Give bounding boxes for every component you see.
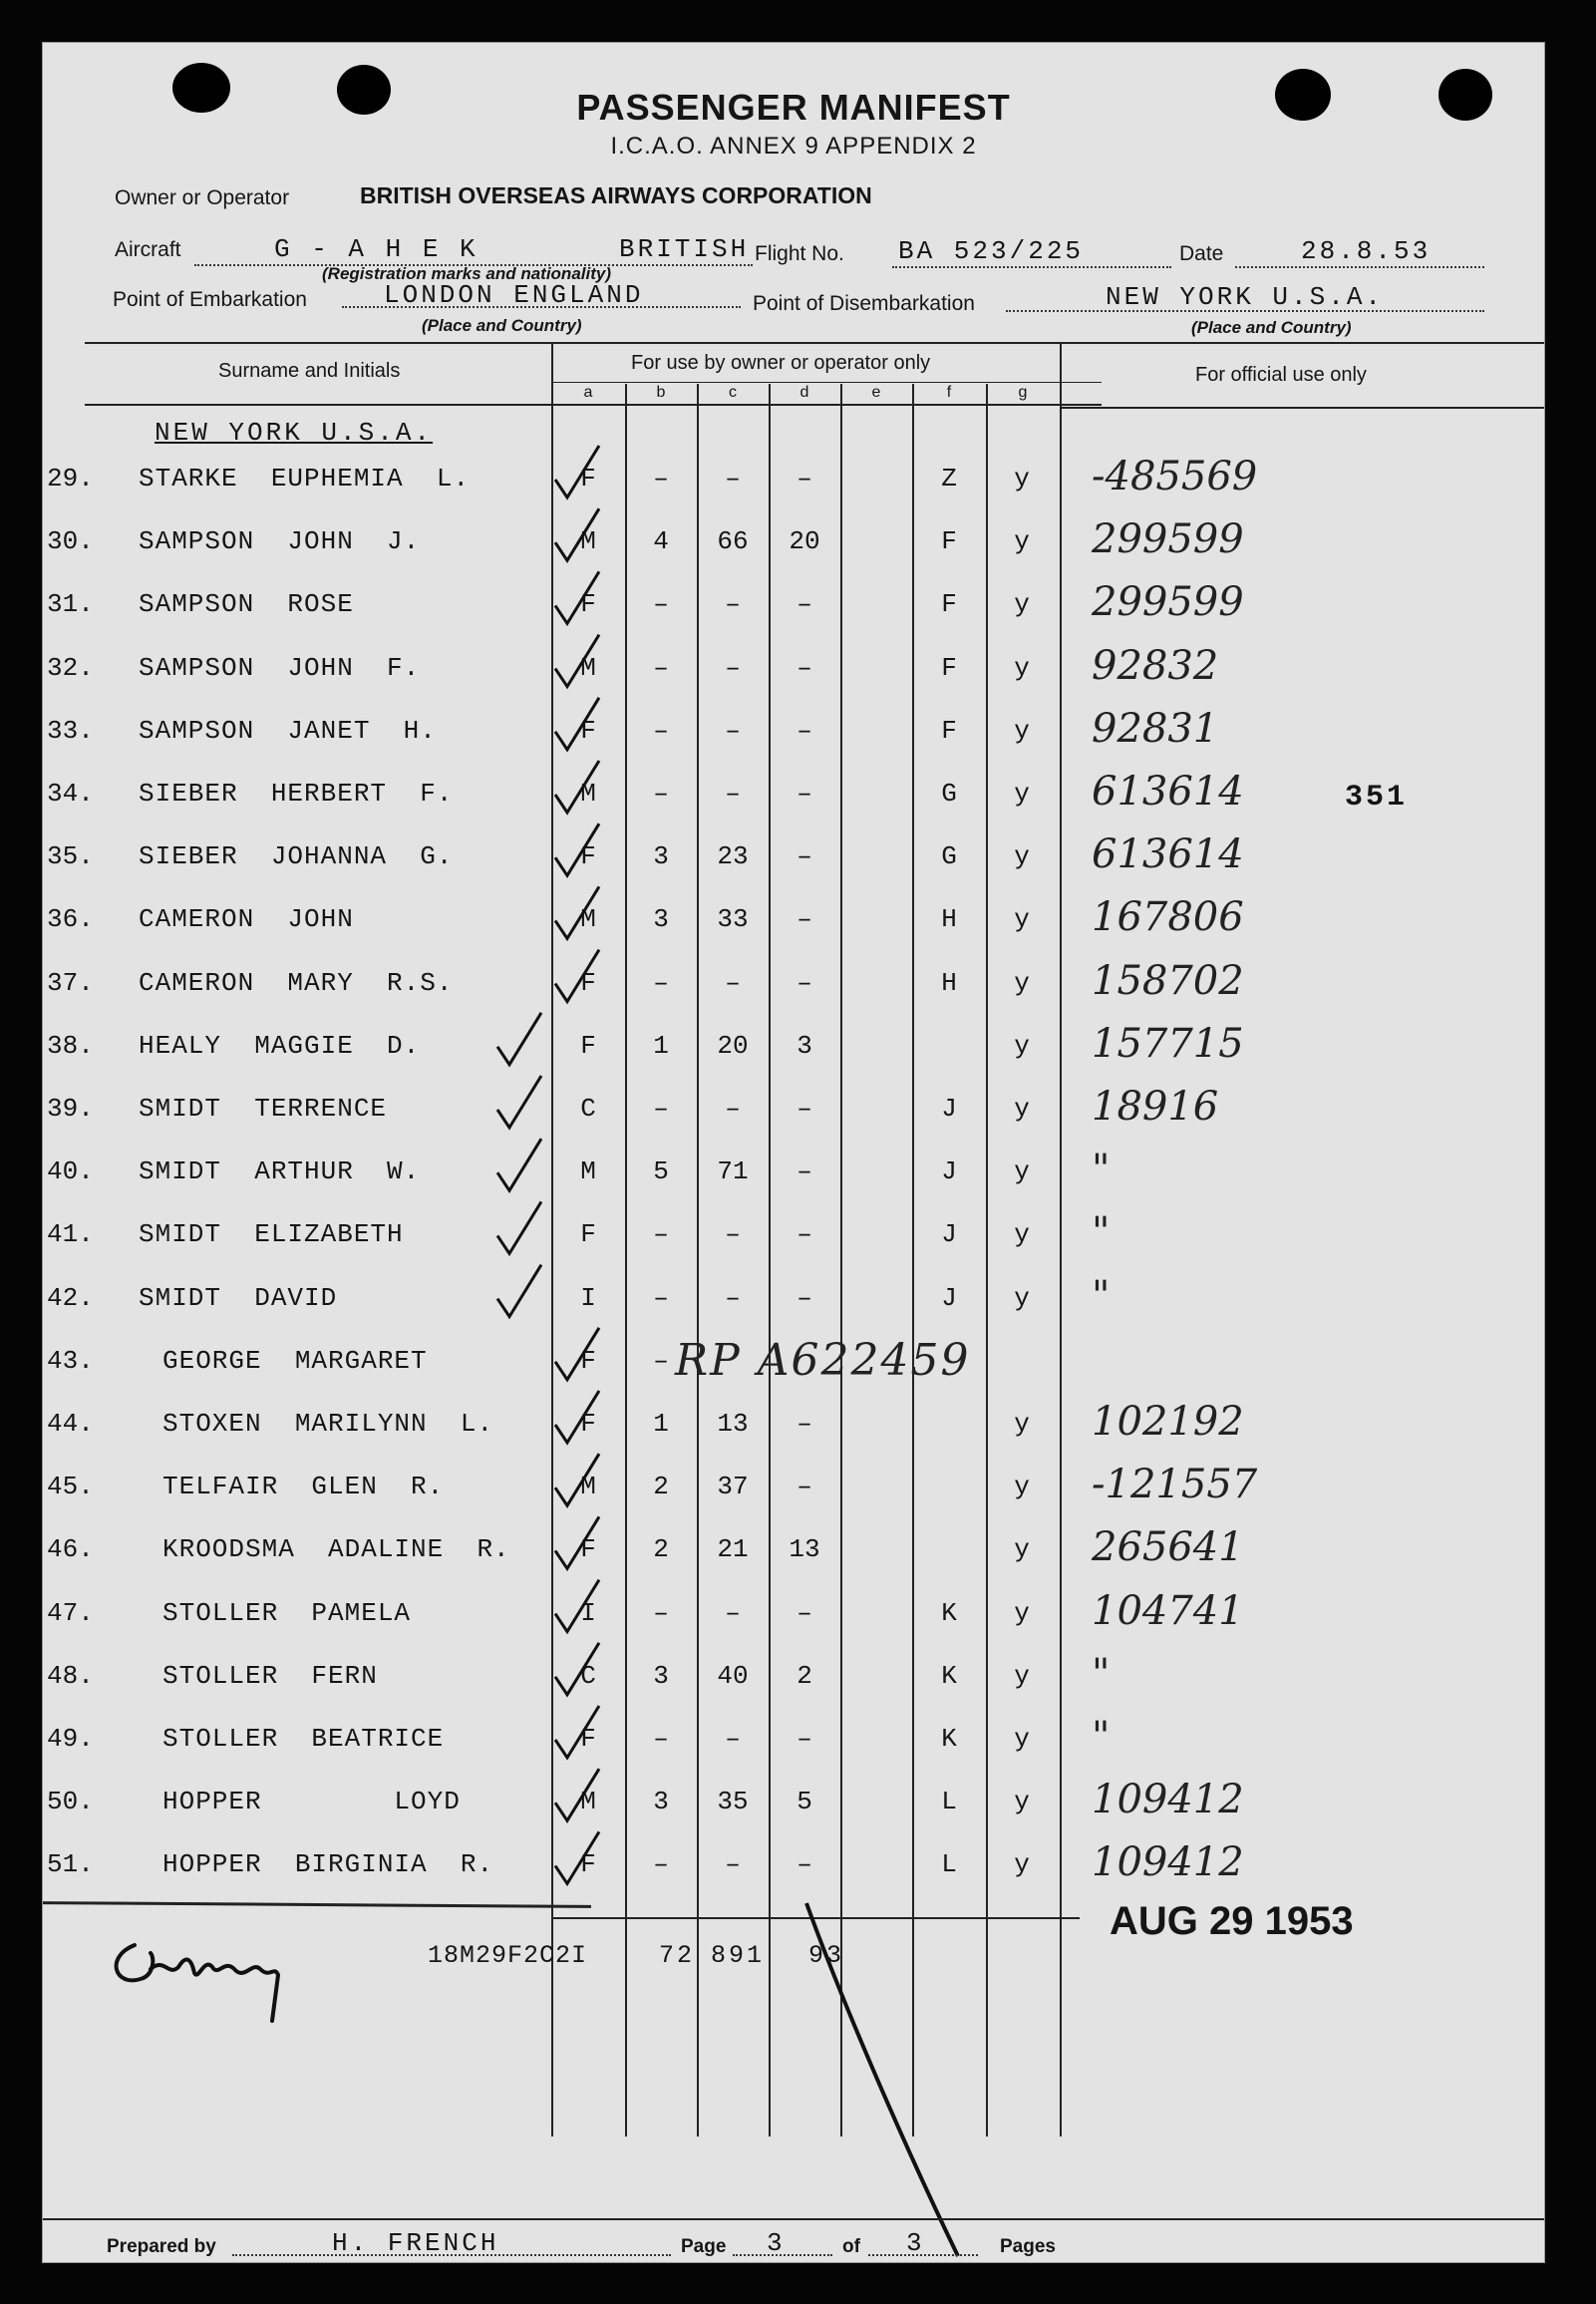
official-number: 167806 xyxy=(1092,894,1244,941)
flight-no-label: Flight No. xyxy=(755,242,844,265)
official-number: 265641 xyxy=(1092,1524,1244,1571)
pages-label: Pages xyxy=(1000,2236,1056,2257)
cell-d: – xyxy=(797,589,812,620)
cell-g: y xyxy=(1014,1849,1030,1880)
cell-b: – xyxy=(653,1597,669,1628)
cell-c: 37 xyxy=(717,1472,749,1502)
date-value: 28.8.53 xyxy=(1301,236,1432,266)
passenger-name: SMIDT DAVID xyxy=(139,1282,338,1313)
passenger-name: STARKE EUPHEMIA L. xyxy=(139,464,471,494)
official-number: 613614 xyxy=(1092,831,1244,878)
cell-d: 20 xyxy=(789,526,820,557)
surname-header: Surname and Initials xyxy=(218,360,401,382)
margin-number: 351 xyxy=(1345,781,1409,815)
cell-c: 33 xyxy=(717,904,749,935)
total-d: 93 xyxy=(808,1941,845,1970)
row-number: 41. xyxy=(47,1219,94,1250)
row-number: 46. xyxy=(47,1534,94,1565)
cell-b: – xyxy=(653,1724,669,1754)
handwritten-passport-43: RP A622459 xyxy=(675,1335,971,1386)
owner-value: BRITISH OVERSEAS AIRWAYS CORPORATION xyxy=(360,182,872,208)
registration-note: (Registration marks and nationality) xyxy=(322,264,611,283)
cell-a: M xyxy=(580,904,596,935)
cell-c: – xyxy=(725,715,741,746)
cell-d: – xyxy=(797,1597,812,1628)
official-number: 18916 xyxy=(1092,1084,1219,1130)
cell-c: – xyxy=(725,464,741,494)
official-number: 613614 xyxy=(1092,769,1244,815)
cell-f: K xyxy=(941,1724,957,1754)
cell-c: 66 xyxy=(717,526,749,557)
aircraft-label: Aircraft xyxy=(115,238,181,261)
cell-c: – xyxy=(725,1724,741,1754)
cell-f: J xyxy=(941,1282,957,1313)
row-number: 48. xyxy=(47,1660,94,1691)
cell-a: F xyxy=(580,1534,596,1565)
official-number: 157715 xyxy=(1092,1020,1244,1067)
official-number: 299599 xyxy=(1092,579,1244,626)
cell-c: 40 xyxy=(717,1660,749,1691)
cell-d: – xyxy=(797,967,812,998)
cell-a: I xyxy=(580,1597,596,1628)
cell-b: – xyxy=(653,1094,669,1124)
cell-g: y xyxy=(1014,1534,1030,1565)
check-mark xyxy=(497,1265,541,1317)
passenger-name: CAMERON JOHN xyxy=(139,904,354,935)
cell-b: 5 xyxy=(653,1156,669,1187)
row-number: 30. xyxy=(47,526,94,557)
cell-g: y xyxy=(1014,1724,1030,1754)
prepared-by-label: Prepared by xyxy=(107,2236,216,2257)
cell-d: – xyxy=(797,1094,812,1124)
official-number: 92831 xyxy=(1092,705,1219,752)
cell-g: y xyxy=(1014,967,1030,998)
check-mark xyxy=(497,1139,541,1190)
cell-d: – xyxy=(797,841,812,872)
cell-c: – xyxy=(725,1219,741,1250)
official-number: -485569 xyxy=(1092,454,1258,499)
cell-g: y xyxy=(1014,1472,1030,1502)
cell-f: F xyxy=(941,715,957,746)
disembarkation-value: NEW YORK U.S.A. xyxy=(1106,282,1385,312)
cell-c: – xyxy=(725,1094,741,1124)
row-number: 33. xyxy=(47,715,94,746)
cell-c: – xyxy=(725,1597,741,1628)
cell-b: – xyxy=(653,1282,669,1313)
cell-a: F xyxy=(580,967,596,998)
cell-g: y xyxy=(1014,1219,1030,1250)
passenger-name: SIEBER HERBERT F. xyxy=(139,779,454,809)
check-mark xyxy=(497,1076,541,1128)
cell-a: F xyxy=(580,1345,596,1376)
cell-f: J xyxy=(941,1219,957,1250)
cell-g: y xyxy=(1014,1282,1030,1313)
row-number: 49. xyxy=(47,1724,94,1754)
official-number: 158702 xyxy=(1092,957,1244,1004)
cell-c: 21 xyxy=(717,1534,749,1565)
cell-d: – xyxy=(797,904,812,935)
official-number: 109412 xyxy=(1092,1839,1244,1886)
cell-g: y xyxy=(1014,526,1030,557)
row-number: 37. xyxy=(47,967,94,998)
aircraft-nationality: BRITISH xyxy=(619,234,750,264)
total-b: 72 xyxy=(659,1941,696,1970)
page-title: PASSENGER MANIFEST xyxy=(576,87,1011,128)
cell-g: y xyxy=(1014,1409,1030,1439)
passenger-name: STOLLER PAMELA xyxy=(162,1597,412,1628)
cell-f: L xyxy=(941,1787,957,1817)
row-number: 39. xyxy=(47,1094,94,1124)
aircraft-registration: G - A H E K xyxy=(274,234,479,264)
passenger-name: TELFAIR GLEN R. xyxy=(162,1472,445,1502)
official-number: 92832 xyxy=(1092,642,1219,689)
column-letter-a: a xyxy=(583,384,593,401)
cell-b: – xyxy=(653,1219,669,1250)
signature xyxy=(95,1917,334,2027)
cell-g: y xyxy=(1014,589,1030,620)
passenger-name: HOPPER BIRGINIA R. xyxy=(162,1849,494,1880)
cell-a: M xyxy=(580,652,596,683)
row-number: 51. xyxy=(47,1849,94,1880)
embarkation-value: LONDON ENGLAND xyxy=(384,280,644,310)
column-letter-e: e xyxy=(871,384,881,401)
cell-g: y xyxy=(1014,841,1030,872)
cell-f: H xyxy=(941,967,957,998)
cell-c: – xyxy=(725,589,741,620)
place-country-note: (Place and Country) xyxy=(422,316,582,335)
passenger-name: HOPPER LOYD xyxy=(162,1787,461,1817)
cell-g: y xyxy=(1014,652,1030,683)
section-destination: NEW YORK U.S.A. xyxy=(155,418,434,448)
passenger-name: SMIDT TERRENCE xyxy=(139,1094,388,1124)
total-c: 891 xyxy=(711,1941,766,1970)
date-stamp: AUG 29 1953 xyxy=(1110,1899,1354,1943)
official-number: " xyxy=(1092,1147,1111,1193)
cell-d: 3 xyxy=(797,1030,812,1061)
cell-b: 1 xyxy=(653,1409,669,1439)
cell-a: M xyxy=(580,779,596,809)
official-use-header: For official use only xyxy=(1195,364,1367,386)
disembarkation-label: Point of Disembarkation xyxy=(753,292,975,315)
cell-d: 2 xyxy=(797,1660,812,1691)
cell-f: F xyxy=(941,589,957,620)
cell-a: F xyxy=(580,464,596,494)
official-number: 104741 xyxy=(1092,1587,1244,1634)
cell-a: F xyxy=(580,1219,596,1250)
row-number: 29. xyxy=(47,464,94,494)
cell-c: 13 xyxy=(717,1409,749,1439)
cell-f: J xyxy=(941,1156,957,1187)
cell-c: 23 xyxy=(717,841,749,872)
cell-b: 4 xyxy=(653,526,669,557)
cell-f: J xyxy=(941,1094,957,1124)
embarkation-label: Point of Embarkation xyxy=(113,288,307,311)
official-number: -121557 xyxy=(1092,1462,1258,1508)
owner-label: Owner or Operator xyxy=(115,186,290,209)
passenger-name: SIEBER JOHANNA G. xyxy=(139,841,454,872)
cell-f: K xyxy=(941,1660,957,1691)
official-number: " xyxy=(1092,1714,1111,1760)
cell-b: 2 xyxy=(653,1472,669,1502)
column-letter-d: d xyxy=(799,384,809,401)
cell-b: 3 xyxy=(653,904,669,935)
passenger-name: SAMPSON JANET H. xyxy=(139,715,437,746)
row-number: 42. xyxy=(47,1282,94,1313)
cell-g: y xyxy=(1014,1030,1030,1061)
cell-b: 3 xyxy=(653,1787,669,1817)
cell-a: F xyxy=(580,841,596,872)
cell-a: M xyxy=(580,526,596,557)
cell-f: F xyxy=(941,652,957,683)
official-number: " xyxy=(1092,1650,1111,1697)
cell-b: – xyxy=(653,652,669,683)
passenger-name: HEALY MAGGIE D. xyxy=(139,1030,421,1061)
row-number: 45. xyxy=(47,1472,94,1502)
column-letter-c: c xyxy=(729,384,737,401)
cell-c: 20 xyxy=(717,1030,749,1061)
cell-f: Z xyxy=(941,464,957,494)
cell-a: C xyxy=(580,1094,596,1124)
row-number: 38. xyxy=(47,1030,94,1061)
passenger-name: GEORGE MARGARET xyxy=(162,1345,428,1376)
cell-d: – xyxy=(797,652,812,683)
cell-b: 3 xyxy=(653,841,669,872)
passenger-name: STOXEN MARILYNN L. xyxy=(162,1409,494,1439)
check-mark xyxy=(497,1013,541,1065)
of-label: of xyxy=(842,2236,860,2257)
column-letter-b: b xyxy=(656,384,666,401)
page-label: Page xyxy=(681,2236,727,2257)
cell-b: 3 xyxy=(653,1660,669,1691)
owner-use-header: For use by owner or operator only xyxy=(631,352,931,374)
cell-g: y xyxy=(1014,1660,1030,1691)
cell-d: – xyxy=(797,1282,812,1313)
cell-d: – xyxy=(797,1849,812,1880)
row-number: 44. xyxy=(47,1409,94,1439)
official-number: 109412 xyxy=(1092,1777,1244,1823)
cell-d: – xyxy=(797,1409,812,1439)
cell-b: – xyxy=(653,967,669,998)
page-number: 3 xyxy=(767,2228,786,2258)
page-subtitle: I.C.A.O. ANNEX 9 APPENDIX 2 xyxy=(610,133,977,160)
cell-a: M xyxy=(580,1472,596,1502)
cell-c: – xyxy=(725,652,741,683)
cell-g: y xyxy=(1014,715,1030,746)
cell-g: y xyxy=(1014,1597,1030,1628)
column-letter-f: f xyxy=(946,384,952,401)
cell-a: F xyxy=(580,1409,596,1439)
total-pages: 3 xyxy=(906,2228,925,2258)
totals-code: 18M29F2C2I xyxy=(428,1941,588,1970)
cell-d: – xyxy=(797,1156,812,1187)
cell-c: 71 xyxy=(717,1156,749,1187)
passenger-name: SAMPSON JOHN F. xyxy=(139,652,421,683)
cell-a: M xyxy=(580,1156,596,1187)
row-number: 34. xyxy=(47,779,94,809)
cell-b: – xyxy=(653,1849,669,1880)
cell-f: G xyxy=(941,779,957,809)
official-number: " xyxy=(1092,1209,1111,1256)
cell-g: y xyxy=(1014,464,1030,494)
cell-d: 5 xyxy=(797,1787,812,1817)
cell-d: – xyxy=(797,1219,812,1250)
cell-f: H xyxy=(941,904,957,935)
cell-c: – xyxy=(725,967,741,998)
passenger-name: SMIDT ELIZABETH xyxy=(139,1219,404,1250)
cell-f: L xyxy=(941,1849,957,1880)
cell-c: 35 xyxy=(717,1787,749,1817)
check-mark xyxy=(497,1201,541,1253)
cell-g: y xyxy=(1014,1094,1030,1124)
passenger-name: SAMPSON JOHN J. xyxy=(139,526,421,557)
cell-g: y xyxy=(1014,1156,1030,1187)
passenger-name: SAMPSON ROSE xyxy=(139,589,354,620)
cell-a: C xyxy=(580,1660,596,1691)
row-number: 35. xyxy=(47,841,94,872)
cell-b: 2 xyxy=(653,1534,669,1565)
row-number: 32. xyxy=(47,652,94,683)
official-number: 102192 xyxy=(1092,1399,1244,1445)
row-number: 40. xyxy=(47,1156,94,1187)
cell-g: y xyxy=(1014,779,1030,809)
cell-d: – xyxy=(797,715,812,746)
flight-no-value: BA 523/225 xyxy=(898,236,1085,266)
cell-b: – xyxy=(653,779,669,809)
cell-a: I xyxy=(580,1282,596,1313)
cell-b: – xyxy=(653,1345,669,1376)
cell-b: 1 xyxy=(653,1030,669,1061)
prepared-by-value: H. FRENCH xyxy=(332,2228,499,2258)
row-number: 36. xyxy=(47,904,94,935)
cell-a: F xyxy=(580,715,596,746)
cell-f: K xyxy=(941,1597,957,1628)
cell-a: F xyxy=(580,1849,596,1880)
cell-c: – xyxy=(725,779,741,809)
cell-c: – xyxy=(725,1849,741,1880)
cell-b: – xyxy=(653,464,669,494)
cell-b: – xyxy=(653,589,669,620)
passenger-name: SMIDT ARTHUR W. xyxy=(139,1156,421,1187)
manifest-page xyxy=(42,42,1545,2263)
passenger-name: KROODSMA ADALINE R. xyxy=(162,1534,510,1565)
cell-f: G xyxy=(941,841,957,872)
official-number: 299599 xyxy=(1092,516,1244,563)
cell-b: – xyxy=(653,715,669,746)
official-number: " xyxy=(1092,1272,1111,1319)
cell-g: y xyxy=(1014,904,1030,935)
column-letter-g: g xyxy=(1018,384,1028,401)
row-number: 47. xyxy=(47,1597,94,1628)
cell-a: M xyxy=(580,1787,596,1817)
row-number: 50. xyxy=(47,1787,94,1817)
cell-d: – xyxy=(797,464,812,494)
row-number: 31. xyxy=(47,589,94,620)
cell-a: F xyxy=(580,1030,596,1061)
cell-a: F xyxy=(580,1724,596,1754)
cell-g: y xyxy=(1014,1787,1030,1817)
passenger-name: STOLLER FERN xyxy=(162,1660,378,1691)
row-number: 43. xyxy=(47,1345,94,1376)
cell-c: – xyxy=(725,1282,741,1313)
passenger-name: STOLLER BEATRICE xyxy=(162,1724,445,1754)
cell-d: – xyxy=(797,779,812,809)
passenger-name: CAMERON MARY R.S. xyxy=(139,967,454,998)
date-label: Date xyxy=(1179,242,1224,265)
cell-f: F xyxy=(941,526,957,557)
cell-d: 13 xyxy=(789,1534,820,1565)
cell-d: – xyxy=(797,1724,812,1754)
place-country-note: (Place and Country) xyxy=(1191,318,1352,337)
cell-d: – xyxy=(797,1472,812,1502)
cell-a: F xyxy=(580,589,596,620)
